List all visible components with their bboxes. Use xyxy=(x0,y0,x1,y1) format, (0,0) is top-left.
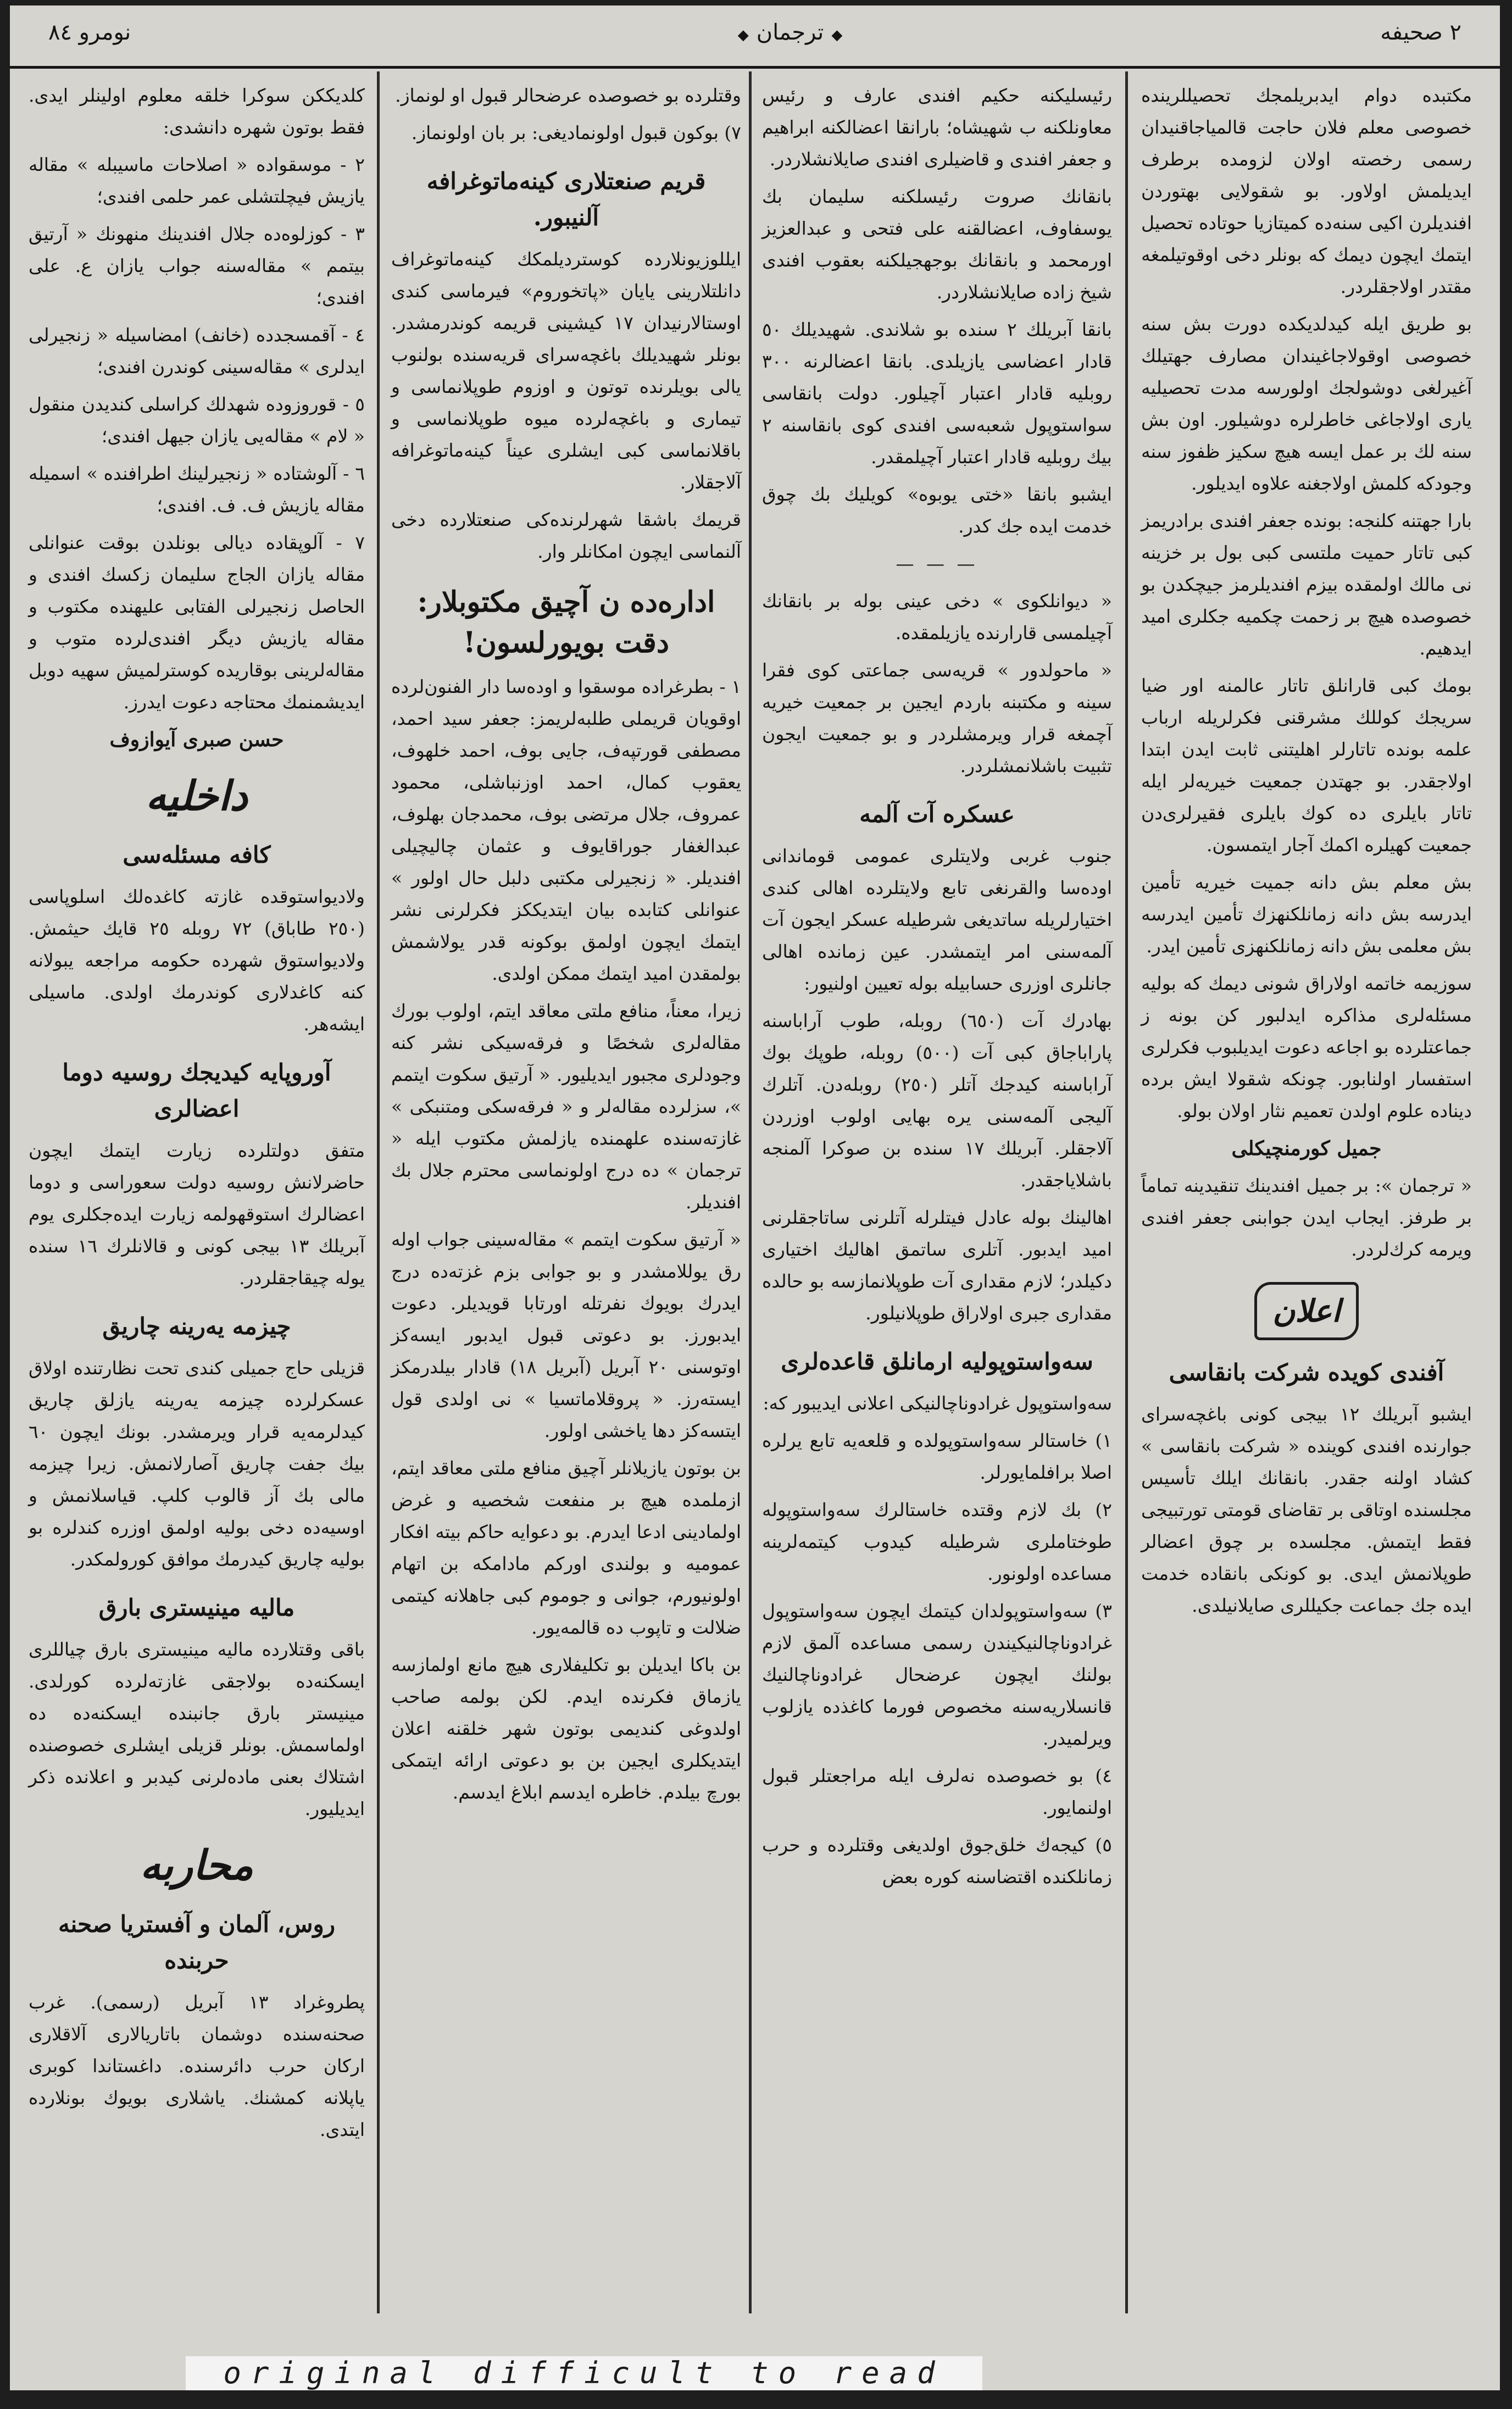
subsection-heading: روس، آلمان و آفستريا صحنه حربنده xyxy=(58,1911,336,1974)
paragraph: قريمك باشقا شهرلرنده‌كى صنعتلارده دخى آلنماسى ايچون امكانلر وار. xyxy=(391,509,741,562)
paragraph: زيرا، معناً، منافع ملتى معاقد ايتم، اولوب بورك مقاله‌لرى شخصًا و فرقه‌سيكى نشر كنه وجودلرى مجبور ايديليور. « آرتيق سكوت ايتمم »، سزلرده مقاله‌لر و « فرقه‌سكى ومتنبكى » غازته‌سنده علهمنده يازلمش مكتوب ايله « ترجمان » ده درج اولونماسى محترم جلال بك افنديلر. xyxy=(391,1000,741,1213)
paragraph: بن باكا ايديلن بو تكليفلارى هيچ مانع اولمازسه يازماق فكرنده ايدم. لكن بولمه صاحب اولدوغى كنديمى بوتون شهر خلقنه اعلان ايتديكلرى ايجين بن بو دعوتى ارائه ايتمكى بورچ بيلدم. خاطره ايدسم ابلاغ ايدسم. xyxy=(391,1654,741,1803)
subsection-heading: چيزمه يه‌رينه چاريق xyxy=(102,1313,291,1340)
paragraph: بش معلم بش دانه جميت خيريه تأمين ايدرسه بش دانه زمانلكنهزك تأمين ايدرسه بش معلمى بش دانه زمانلكنهزى تأمين ايدر. xyxy=(1141,872,1472,957)
author-signature: جميل كورمنچيكلى xyxy=(1231,1137,1382,1160)
column-1 xyxy=(1133,80,1480,2308)
paragraph: ايللوزيونلارده كوسترديلمكك كينه‌ماتوغراف دانلتلارينى يايان «پاتخوروم» فيرماسى كندى اوستالارنيدان ١٧ كيشينى قريمه كوندرمشدر. بونلر شهيديلك باغچه‌سراى قريه‌سنده بولنوب يالى بويلرنده توتون و اوزوم طوپلانماسى و تيمارى و باغچه‌لرده ميوه طوپلانماسى و باقلانماسى كبى ايشلرى عيناً كينه‌ماتوغرافه آلاجقلار. xyxy=(391,248,741,493)
paragraph: قزيلى حاج جميلى كندى تحت نظارتنده اولاق عسكرلرده چيزمه يه‌رينه يازلق چاريق كيدلرمه‌يه قرار ويرمشدر. بونك ايچون ٦٠ بيك جفت چاريق آصارلانمش. زيرا چيزمه مالى بك آز قالوب كلپ. قياسلانمش و اوسيه‌ده دخى بوليه اولمق اوزره كندلره بو بوليه چاريق كيدرمك موافق كورولمكدر. xyxy=(29,1357,365,1570)
section-heading: اداره‌ده ن آچيق مكتوبلار: دقت بويورلسون! xyxy=(417,585,715,659)
paragraph: متفق دولتلرده زيارت ايتمك ايچون حاضرلانش روسيه دولت سعوراسى و دوما اعضالرك استوقهولمه زيارت ايده‌جكلرى يوم آبريلك ١٣ بيجى كونى و قالانلرك ١٦ سنده يوله چيقاجقلردر. xyxy=(29,1140,365,1289)
paragraph: ١) خاستالر سه‌واستوپولده و قلعه‌يه تابع يرلره اصلا برافلمايورلر. xyxy=(762,1430,1112,1483)
section-heading: قريم صنعتلارى كينه‌ماتوغرافه آلنيبور. xyxy=(426,168,706,231)
paragraph: « آرتيق سكوت ايتمم » مقاله‌سينى جواب اوله رق يوللامشدر و بو جوابى بزم غزته‌ده درج ايدرك بويوك نفرتله اورتابا قويديلر. دعوت ايدبورز. بو دعوتى قبول ايدبور ايسه‌كز اوتوسنى ٢٠ آبريل (آبريل ١٨) قادار بيلدرمكز ايسته‌رز. « پروقلاماتسيا » نى اولدى قول ايتسه‌كز دها ياخشى اولور. xyxy=(391,1229,741,1441)
paragraph: ٧) بوكون قبول اولونماديغى: بر بان اولونماز. xyxy=(411,122,741,143)
newspaper-title: ◆ ترجمان ◆ xyxy=(708,20,872,45)
paragraph: ٦ - آلوشتاده « زنجيرلينك اطرافنده » اسميله مقاله يازيش ف. ف. افندى؛ xyxy=(29,463,365,516)
editor-note: « ترجمان »: بر جميل افندينك تنقيدينه تماماً بر طرفز. ايجاب ايدن جوابنى جعفر افندى ويرمه كرك‌لردر. xyxy=(1141,1175,1472,1260)
author-signature: حسن صبرى آيوازوف xyxy=(109,728,284,751)
masthead xyxy=(10,5,1500,69)
paragraph: جنوب غربى ولايتلرى عمومى قوماندانى اوده‌سا والقرنغى تابع ولايتلرده اهالى كندى اختيارلريله ساتديغى شرطيله عسكر ايجون آت آلمه‌سنى امر ايتمشدر. عين زمانده اهالى جانلرى اوزرى حسابيله بوله تعيين اولنيور: xyxy=(762,845,1112,994)
column-2 xyxy=(754,80,1120,2308)
paragraph: ٢ - موسقواده « اصلاحات ماسيبله » مقاله يازيش فيچلتشلى عمر حلمى افندى؛ xyxy=(29,154,365,207)
section-heading: عسكره آت آلمه xyxy=(859,801,1015,828)
subsection-heading: كافه مسئله‌سى xyxy=(123,841,271,868)
paragraph: ٥ - قوروزوده شهدلك كراسلى كنديدن منقول « لام » مقاله‌يى يازان جيهل افندى؛ xyxy=(29,393,365,447)
section-heading: آفندى كويده شركت بانقاسى xyxy=(1169,1359,1444,1386)
paragraph: اهالينك بوله عادل فيتلرله آتلرنى ساتاجقلرنى اميد ايدبور. آتلرى ساتمق اهاليك اختيارى دكيلدر؛ لازم مقدارى آت طوپلانمازسه بو حالده مقدارى جبرى اولاراق طوپلانيلور. xyxy=(762,1207,1112,1324)
issue-number: نومرو ٨٤ xyxy=(48,20,131,45)
paragraph: ٣ - كوزلوه‌ده جلال افندينك منهونك « آرتيق بيتمم » مقاله‌سنه جواب يازان ع. على افندى؛ xyxy=(29,223,365,308)
paragraph: باقى وقتلارده ماليه مينيسترى بارق چياللرى ايسكنه‌ده‌ بولاجقى غازته‌لرده كورلدى. مينيستر بارق جانبنده ايسكنه‌ده ده اولماسمش. بونلر قزيلى ايشلرى خصوصنده اشتلاك بعنى ماده‌لرنى كيدبر و اعلانده ذكر ايديليور. xyxy=(29,1639,365,1819)
section-heading: داخليه xyxy=(146,773,248,820)
paragraph: بانقا آبريلك ٢ سنده بو شلاندى. شهيديلك ٥٠ قادار اعضاسى يازيلدى. بانقا اعضالرنه ٣٠٠ روبليه قادار اعتبار آچيلور. دولت بانقاسى سواستوپول شعبه‌سى افندى كوى بانقاسنه ٢ بيك روبليه قادار اعتبار آچيلمقدر. xyxy=(762,319,1112,468)
paragraph: بومك كبى قارانلق تاتار عالمنه اور ضيا سريجك كوللك مشرقنى فكرلريله ارباب علمه بونده تاتارلر اهليتنى ثابت ايدن ابتدا اولاجقدر. بو جهتدن جمعيت خيريه‌لر ايله تاتار بايلرى ده كوك بايلرى فقيرلرى‌دن جمعيت كهيلره اكمك آجار ايتمسون. xyxy=(1141,675,1472,856)
column-4 xyxy=(21,80,373,2308)
subsection-heading: آوروپايه كيديجك روسيه دوما اعضالرى xyxy=(62,1059,331,1122)
paragraph: سوزيمه خاتمه اولاراق شونى ديمك كه بوليه مسئله‌لرى مذاكره ايدلبور كن بونه ز جماعتلرده بو اجاعه دعوت ايديلبوب فكرلرى استفسار اولنابور. چونكه شقولا ايش برده ديناده علوم اولدن تعميم نثار اولان بولو. xyxy=(1141,973,1472,1122)
section-heading: محاربه xyxy=(140,1842,253,1889)
paragraph: « ماحولدور » قريه‌سى جماعتى كوى فقرا سينه و مكتبنه باردم ايجين بر جمعيت خيريه آچمغه قرار ويرمشلردر و بو جمعيت ايجون تثبيت باشلانمشلردر. xyxy=(762,659,1112,776)
paragraph: ١ - بطرغراده موسقوا و اوده‌سا دار الفنون‌لرده اوقويان قريملى طلبه‌لريمز: جعفر سيد احمد، مصطفى قورتپه‌ف، جايى بوف، احمد خلهوف، يعقوب كمال، احمد اوزنباشلى، محمود عمروف، جلال مرتضى بوف، محمدجان بهلوف، عبدالغفار جوراقايوف و عثمان چاليچيلى افنديلر. « زنجيرلى مكتبى دلبل حال اولور » عنوانلى كتابده بيان ايتديككز فكرلرنى نشر ايتمك ايچون اولمق بوكونه قدر يولاشمش بولمقدن اميد ايتمك ممكن اولدى. xyxy=(391,676,741,984)
paragraph: بانقانك صروت رئيسلكنه سليمان بك يوسفاوف، اعضالقنه على فتحى و عبدالعزيز اورمحمد و بانقانك بوجهجيلكنه بعقوب افندى شيخ زاده صايلانشلاردر. xyxy=(762,186,1112,303)
paragraph: ٢) بك لازم وقتده خاستالرك سه‌واستوپوله طوختاملرى شرطيله كيدوب كيتمه‌لرينه مساعده اولونور. xyxy=(762,1499,1112,1584)
paragraph: بهادرك آت (٦٥٠) روبله، طوب آراباسنه پاراباجاق كبى آت (٥٠٠) روبله، طوپك بوك آراباسنه كيدجك آتلر (٢٥٠) روبله‌دن. آتلرك آليجى آلمه‌سنى يره بهايى اولوب اوزردن آلاجقلر. آبريلك ١٧ سنده بن صوكرا آلمنجه باشلاياجقدر. xyxy=(762,1010,1113,1191)
paragraph: بن بوتون يازيلانلر آچيق منافع ملتى معاقد ايتم، ازملمده هيچ بر منفعت شخصيه و غرض اولمادينى ادعا ايدرم. بو دعوايه حاكم بيته افكار عموميه و بولندى اوركم مادامكه بن اتهام اولونيورم، جوانى و جوموم كبى جاهلانه كيتمى ضلالت و تاپوب ده قالمه‌يور. xyxy=(391,1457,741,1638)
paragraph: پطروغراد ١٣ آبريل (رسمى). غرب صحنه‌سنده دوشمان باتاريالارى آلاقلارى اركان حرب دائرسنده. داغستاندا كوبرى ياپلانه كمشنك. ياشلارى بويوك بونلارده ايتدى. xyxy=(29,1991,365,2140)
paragraph: وقتلرده بو خصوصده عرضحالر قبول او لونماز. xyxy=(395,85,741,106)
paragraph: ولاديواستوقده غازته كاغده‌لك اسلوپاسى (٢٥٠ طاباق) ٧٢ روبله ٢٥ قايك حيثمش. ولاديواستوق شهرده حكومه مراجعه يبولانه كنه كاغدلارى كوندرمك اولدى. ماسيلى ايشه‌هر. xyxy=(29,886,365,1035)
paragraph: بو طريق ايله كيدلديكده دورت بش سنه خصوصى اوقولاجاغيندان مصارف جهتيلك آغيرلغى دوشولجك اولورسه مدت تحصيليه يارى اولاجاغى خاطرلره دوشيلور. اون بش سنه لك بر عمل ايسه هيچ سكيز ظفوز سنه وجودكه كلمش اولاجغنه علاوه ايديلور. xyxy=(1141,313,1472,494)
scan-note-label: original difficult to read xyxy=(186,2356,982,2390)
announcement-box-heading: اعلان xyxy=(1254,1282,1359,1340)
paragraph: ايشبو آبريلك ١٢ بيجى كونى باغچه‌سراى جوارنده افندى كوينده « شركت بانقاسى » كشاد اولنه جقدر. بانقانك ايلك تأسيس مجلسنده اوتاقى بر تقاضاى قومتى تورتبيجى فقط ايتمش. مجلسده بر چوق اعضالر طوپلانمش ايدى. بو كونكى بانقاده خدمت ايده جك جماعت جكيللرى صايلانيلدى. xyxy=(1141,1403,1472,1616)
column-rule xyxy=(1125,71,1128,2313)
column-rule xyxy=(377,71,380,2313)
paragraph: سه‌واستوپول غرادوناچالنيكى اعلانى ايديبور كه: xyxy=(763,1392,1112,1414)
newspaper-page xyxy=(10,5,1500,2390)
section-heading: سه‌واستوپوليه ارمانلق قاعده‌لرى xyxy=(781,1348,1093,1375)
paragraph: ايشبو بانقا «ختى يوبوه» كويليك بك چوق خدمت ايده جك كدر. xyxy=(762,484,1112,537)
subsection-heading: ماليه مينيسترى بارق xyxy=(98,1594,295,1621)
paragraph: رئيسليكنه حكيم افندى عارف و رئيس معاونلكنه ب شهيشاه؛ بارانقا اعضالكنه ابراهيم و جعفر افندى و قاضيلرى افندى صايلانشلاردر. xyxy=(762,85,1112,170)
paragraph: « ديوانلكوى » دخى عينى بوله بر بانقانك آچيلمسى قارارنده يازيلمقده. xyxy=(762,590,1112,643)
paragraph: مكتبده دوام ايدبريلمجك تحصيللرينده خصوصى معلم فلان حاجت قالمياجاقنيدان رسمى رخصته اولان لزومده برطرف ايديلمش اولاور. بو شقولايى بهتوردن افنديلرن اكيى سنه‌ده كميتازيا حوتاده تحصيل ايتمك ايچون ديمك كه بونلر دخى اوقوتيلمغه مقتدر اولاجقلردر. xyxy=(1141,85,1472,297)
paragraph: ٥) كيجه‌ك خلق‌جوق اولديغى وقتلرده و حرب زمانلكنده اقتضاسنه كوره بعض xyxy=(762,1834,1112,1888)
paragraph: كلديككن سوكرا خلقه معلوم اولينلر ايدى. فقط بوتون شهره دانشدى: xyxy=(29,85,365,138)
page-number: ٢ صحيفه xyxy=(1380,20,1461,45)
separator: — — — xyxy=(896,553,979,574)
paragraph: ٤) بو خصوصده نه‌لرف ايله مراجعتلر قبول اولنمايور. xyxy=(762,1765,1112,1818)
paragraph: ٣) سه‌واستوپولدان كيتمك ايچون سه‌واستوپول غرادوناچالنيكيندن رسمى مساعده آلمق لازم بولنك ايچون عرضحال غرادوناچالنيك قانسلاريه‌سنه مخصوص فورما كاغذده يازلوب ويرلميدر. xyxy=(762,1600,1112,1749)
column-3 xyxy=(383,80,749,2308)
paragraph: ٧ - آلوپقاده ديالى بونلدن بوقت عنوانلى مقاله يازان الجاج سليمان زكسك افندى و الحاصل زنجيرلى الفتابى عليهنده مكتوب و مقاله يازيش ديگر افندى‌لرده متوب و مقاله‌لرينى بوقاريده كوسترلميش سهيه دوبل ايديشمنمك محتاجه دعوت ايدرز. xyxy=(29,532,365,713)
paragraph: بارا جهتنه كلنجه: بونده جعفر افندى برادريمز كبى تاتار حميت ملتسى كبى بول بر خزينه نى مالك اولمقده بيزم افنديلرمز جيچكدن بو خصوصده هيچ بر زحمت چكميه جكلرى اميد ايدهيم. xyxy=(1141,510,1472,659)
column-rule xyxy=(749,71,752,2313)
paragraph: ٤ - آقمسجدده (خانف) امضاسيله « زنجيرلى ايدلرى » مقاله‌سينى كوندرن افندى؛ xyxy=(29,324,365,378)
